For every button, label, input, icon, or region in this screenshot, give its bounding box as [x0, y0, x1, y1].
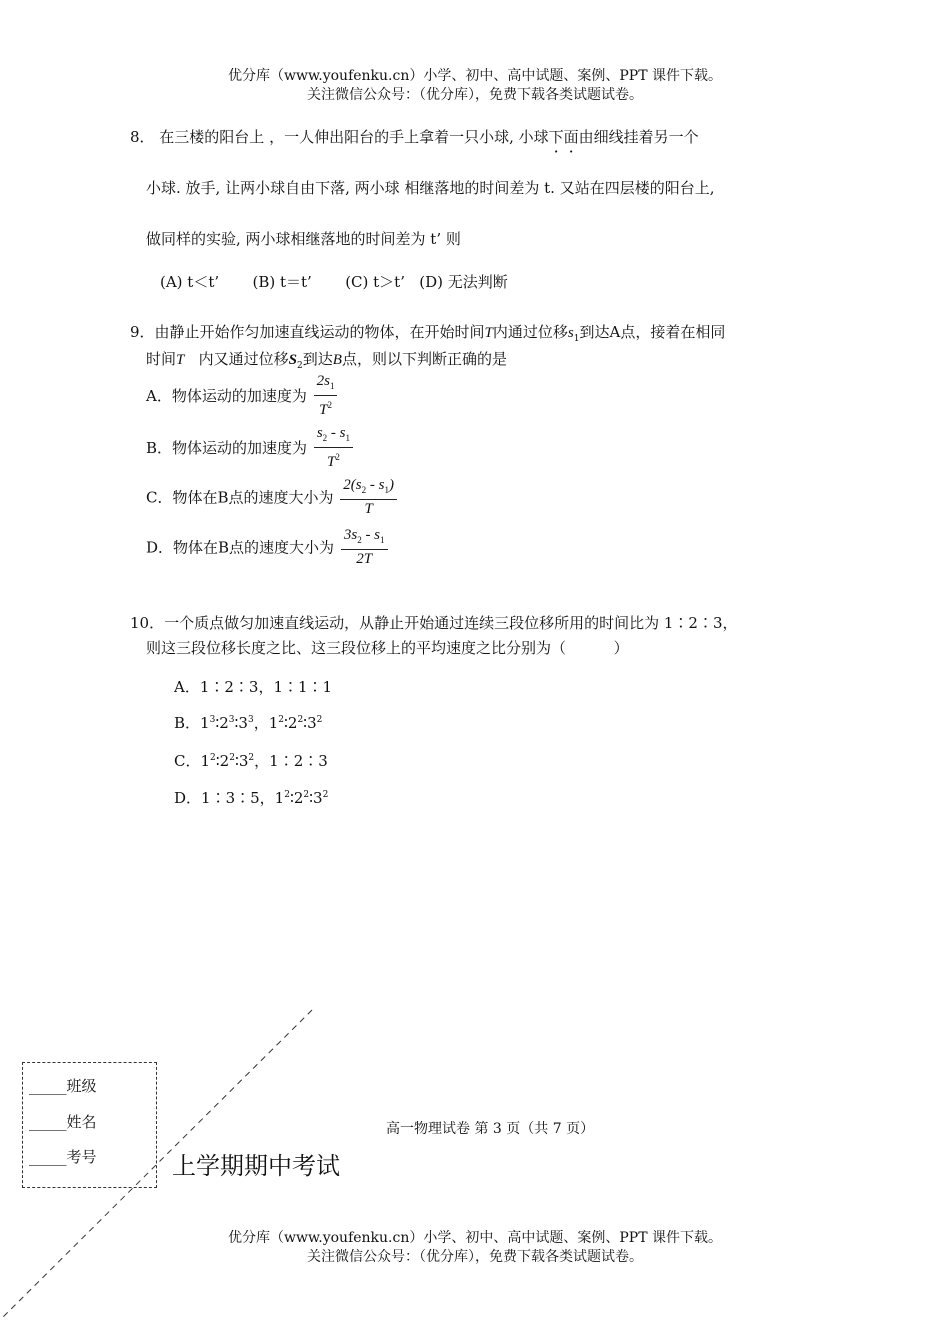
q10-option-d: D．1∶3∶5，$1^2∶2^2∶3^2$ — [174, 789, 329, 807]
name-field[interactable]: _____姓名 — [29, 1113, 97, 1131]
fraction-b: $\frac{s_2 - s_1}{T^2}$ — [314, 424, 353, 471]
header-line-2: 关注微信公众号：（优分库），免费下载各类试题试卷。 — [307, 87, 643, 103]
emphasis-dot-char: 面 — [563, 128, 579, 146]
q10-option-b: B．$1^3∶2^3∶3^3$，$1^2∶2^2∶3^2$ — [174, 714, 323, 732]
fraction-c: $\frac{2(s_2 - s_1)}{T}$ — [340, 476, 397, 518]
page-info: 高一物理试卷 第 3 页（共 7 页） — [386, 1121, 595, 1137]
footer-line-1: 优分库（www.youfenku.cn）小学、初中、高中试题、案例、PPT 课件下载。 — [227, 1230, 722, 1246]
q10-line-1: 10．一个质点做匀加速直线运动，从静止开始通过连续三段位移所用的时间比为 1∶2∶3， — [130, 614, 738, 632]
q9-option-c: C．物体在B点的速度大小为 $\frac{2(s_2 - s_1)}{T}$ — [146, 476, 397, 518]
header-line-1: 优分库（www.youfenku.cn）小学、初中、高中试题、案例、PPT 课件下载。 — [227, 68, 722, 84]
footer-line-2: 关注微信公众号：（优分库），免费下载各类试题试卷。 — [307, 1249, 643, 1265]
exam-title: 上学期期中考试 — [172, 1152, 340, 1180]
q9-line-2: 时间T 内又通过位移$S_2$到达B点，则以下判断正确的是 — [146, 350, 507, 371]
q10-option-c: C．$1^2∶2^2∶3^2$，1∶2∶3 — [174, 752, 328, 770]
q8-line-2: 小球. 放手, 让两小球自由下落, 两小球 相继落地的时间差为 t. 又站在四层楼的阳台上, — [146, 179, 715, 197]
q9-line-1: 9．由静止开始作匀加速直线运动的物体，在开始时间T内通过位移$s_1$到达A点，接着在相同 — [130, 323, 726, 344]
q9-option-d: D．物体在B点的速度大小为 $\frac{3s_2 - s_1}{2T}$ — [146, 526, 388, 568]
q10-line-2: 则这三段位移长度之比、这三段位移上的平均速度之比分别为（ ） — [146, 639, 629, 657]
id-field[interactable]: _____考号 — [29, 1148, 97, 1166]
fraction-a: $\frac{2s_1}{T^2}$ — [314, 372, 338, 419]
q8-options: (A) t＜t’ (B) t＝t’ (C) t＞t’ (D) 无法判断 — [160, 273, 508, 291]
emphasis-dot-char: 下 — [548, 128, 564, 146]
q10-option-a: A．1∶2∶3，1∶1∶1 — [174, 678, 333, 696]
class-field[interactable]: _____班级 — [29, 1077, 97, 1095]
student-info-box — [22, 1062, 157, 1188]
q9-option-b: B．物体运动的加速度为 $\frac{s_2 - s_1}{T^2}$ — [146, 424, 353, 471]
fraction-d: $\frac{3s_2 - s_1}{2T}$ — [341, 526, 388, 568]
q8-line-1: 8． 在三楼的阳台上 ，一人伸出阳台的手上拿着一只小球, 小球下面由细线挂着另一个 — [130, 128, 699, 146]
q9-option-a: A．物体运动的加速度为 $\frac{2s_1}{T^2}$ — [146, 372, 337, 419]
q8-line-3: 做同样的实验, 两小球相继落地的时间差为 t’ 则 — [146, 230, 461, 248]
